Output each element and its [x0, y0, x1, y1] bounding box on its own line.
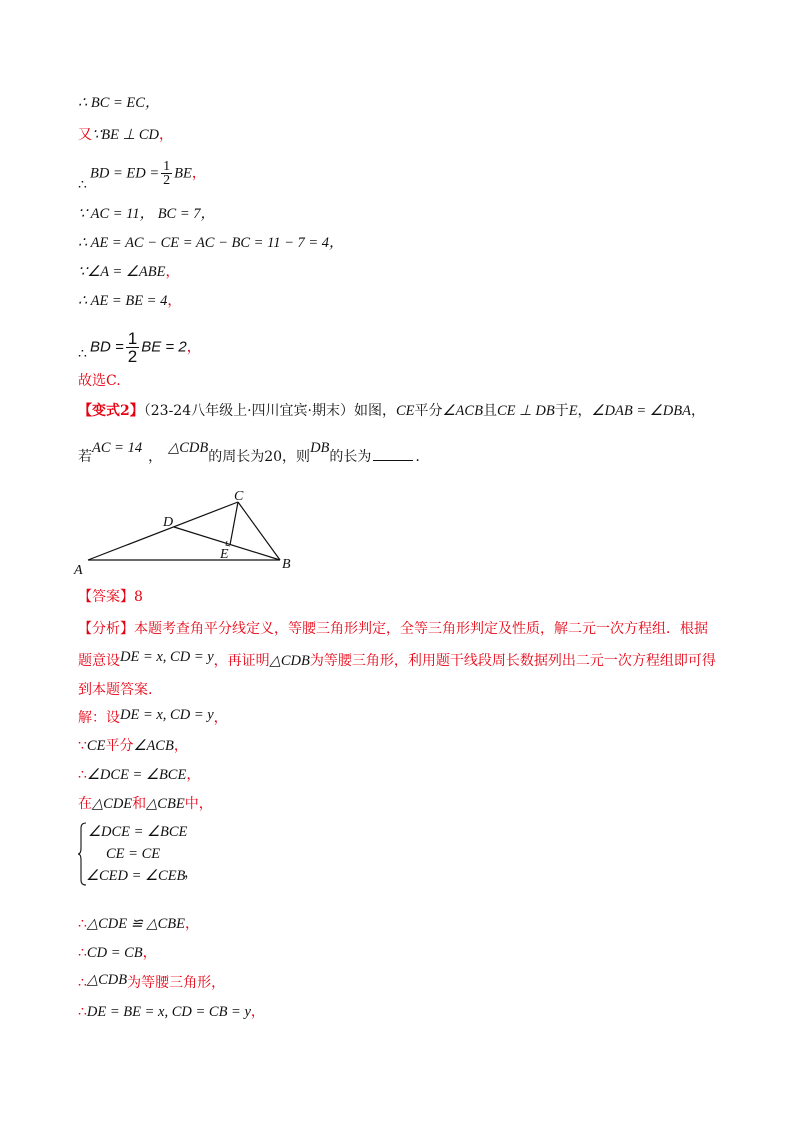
sol-line-6-suffix: ，	[165, 264, 180, 280]
text-length-is: 的长为	[329, 449, 372, 465]
system-suffix: ，	[184, 865, 198, 881]
fraction-numerator: 1	[127, 329, 138, 348]
analysis-line-1	[78, 620, 708, 638]
solution-8b: ，	[250, 1004, 265, 1020]
label-b: B	[282, 557, 291, 572]
sol-line-2-suffix: ，	[158, 127, 173, 143]
solution-3-math: ∠DCE = ∠BCE	[86, 767, 187, 783]
sol-line-5-math: ∴ AE = AC − CE = AC − BC = 11 − 7 = 4，	[78, 235, 344, 251]
label-c: C	[234, 490, 244, 504]
solution-line-4	[78, 795, 213, 813]
answer-line: 【答案】8	[78, 589, 143, 605]
sol-line-3-therefore: ∴	[78, 177, 87, 193]
sol-line-2	[78, 126, 173, 144]
solution-7-math: △CDB	[86, 972, 128, 988]
fraction-denominator: 2	[127, 347, 138, 366]
sol-line-2-prefix: 又	[78, 127, 92, 143]
analysis-line-3: 到本题答案.	[78, 682, 153, 698]
solution-6-math: CD = CB	[86, 945, 143, 961]
fraction-denominator: 2	[163, 173, 171, 188]
label-e: E	[220, 547, 229, 562]
sol-line-1-math: ∴ BC = EC，	[78, 95, 160, 111]
text-and: 且	[482, 403, 497, 419]
analysis-text-2c: 为等腰三角形，利用题干线段周长数据列出二元一次方程组即可得	[309, 653, 716, 669]
text-bisect: 平分	[414, 403, 443, 419]
solution-5-math: △CDE ≌ △CBE	[86, 916, 186, 932]
sol-line-8	[78, 330, 201, 365]
system-row-1: ∠DCE = ∠BCE	[88, 824, 188, 840]
solution-line-5	[78, 915, 199, 933]
analysis-text-1: 本题考查角平分线定义，等腰三角形判定，全等三角形判定及性质，解二元一次方程组．根据	[134, 621, 708, 637]
cond-angles-equal: ∠DAB = ∠DBA	[591, 403, 691, 419]
sol-line-5	[78, 234, 344, 252]
system-row-3: ∠CED = ∠CEB	[86, 868, 186, 884]
system-row-2: CE = CE	[106, 846, 161, 862]
solution-2-math-2: ∠ACB	[133, 738, 174, 754]
sol-line-1	[78, 94, 159, 112]
solution-4c: 中，	[184, 796, 213, 812]
sol-line-8-suffix: ，	[186, 339, 201, 356]
analysis-math-1: DE = x, CD = y	[120, 649, 214, 665]
solution-2-math-1: CE	[86, 738, 106, 754]
cond-e: E	[568, 403, 578, 419]
solution-line-3	[78, 766, 200, 784]
segment-ac	[88, 502, 238, 560]
sol-line-6	[78, 263, 179, 281]
sol-line-7-math: ∴ AE = BE = 4	[78, 293, 168, 309]
sol-line-6-math: ∵∠A = ∠ABE	[78, 264, 166, 280]
segment-db: DB	[310, 440, 330, 456]
sol-line-3	[78, 160, 206, 187]
cond-angle-acb: ∠ACB	[442, 403, 483, 419]
text-comma-2: ，	[690, 403, 705, 419]
sol-line-8-lhs: BD =	[90, 338, 124, 356]
sol-line-3-fraction	[161, 160, 172, 187]
geometry-figure	[70, 490, 310, 580]
analysis-text-2b: ，再证明	[213, 653, 270, 669]
analysis-line-2	[78, 649, 716, 670]
problem-source: （23-24八年级上·四川宜宾·期末）如图，	[143, 403, 397, 419]
label-a: A	[74, 563, 83, 578]
solution-5a: ∴	[78, 916, 87, 932]
triangle-cdb: △CDB	[168, 440, 209, 456]
sol-line-3-suffix: ，	[191, 165, 206, 182]
solution-2c: ，	[173, 738, 188, 754]
solution-8-math: DE = BE = x, CD = CB = y	[86, 1004, 251, 1020]
solution-2b: 平分	[105, 738, 134, 754]
solution-5b: ，	[185, 916, 200, 932]
sol-line-4	[78, 205, 215, 223]
sol-line-4-math: ∵ AC = 11， BC = 7，	[78, 206, 216, 222]
solution-4-math-2: △CBE	[146, 796, 185, 812]
segment-ce	[230, 502, 238, 545]
cond-perp: CE ⊥ DB	[496, 403, 555, 419]
solution-3a: ∴	[78, 767, 87, 783]
solution-8a: ∴	[78, 1004, 87, 1020]
solution-line-6	[78, 944, 157, 962]
solution-7a: ∴	[78, 975, 87, 991]
solution-1-math: DE = x, CD = y	[120, 707, 214, 723]
text-at: 于	[554, 403, 569, 419]
solution-3b: ，	[186, 767, 201, 783]
solution-line-8	[78, 1003, 265, 1021]
problem-line-1	[78, 402, 705, 420]
answer-blank	[373, 448, 413, 461]
solution-2a: ∵	[78, 738, 87, 754]
problem-tag: 【变式2】	[78, 403, 144, 419]
sol-line-2-math: ∵BE ⊥ CD	[92, 127, 159, 143]
sol-line-8-therefore: ∴	[78, 346, 87, 362]
analysis-label: 【分析】	[78, 621, 134, 637]
sol-line-8-rhs: BE = 2	[141, 338, 187, 356]
label-d: D	[163, 515, 174, 530]
solution-6b: ，	[142, 945, 157, 961]
sol-line-3-rhs: BE	[174, 165, 192, 182]
cond-ce: CE	[396, 403, 415, 419]
fraction-numerator: 1	[163, 159, 171, 174]
solution-6a: ∴	[78, 945, 87, 961]
solution-1a: 解：设	[78, 710, 120, 726]
text-comma-3: ，	[148, 449, 163, 465]
analysis-math-2: △CDB	[269, 653, 310, 669]
sol-line-7-suffix: ，	[167, 293, 182, 309]
solution-line-1	[78, 709, 228, 727]
solution-7b: 为等腰三角形，	[127, 975, 226, 991]
solution-line-7	[78, 974, 225, 992]
problem-line-2	[78, 440, 420, 466]
text-if: 若	[78, 449, 92, 465]
solution-4b: 和	[132, 796, 147, 812]
text-period: .	[415, 449, 420, 465]
sol-line-7	[78, 292, 181, 310]
text-comma-1: ，	[577, 403, 592, 419]
text-perimeter: 的周长为20，则	[208, 449, 311, 465]
segment-cb	[238, 502, 280, 560]
solution-line-2	[78, 737, 188, 755]
sol-line-8-fraction	[126, 330, 139, 365]
solution-1b: ，	[213, 710, 228, 726]
conclusion: 故选C.	[78, 373, 121, 389]
solution-4a: 在	[78, 796, 92, 812]
cond-ac-14: AC = 14	[92, 440, 143, 456]
sol-line-3-lhs: BD = ED =	[90, 165, 160, 182]
solution-4-math-1: △CDE	[92, 796, 133, 812]
analysis-text-2a: 题意设	[78, 653, 120, 669]
